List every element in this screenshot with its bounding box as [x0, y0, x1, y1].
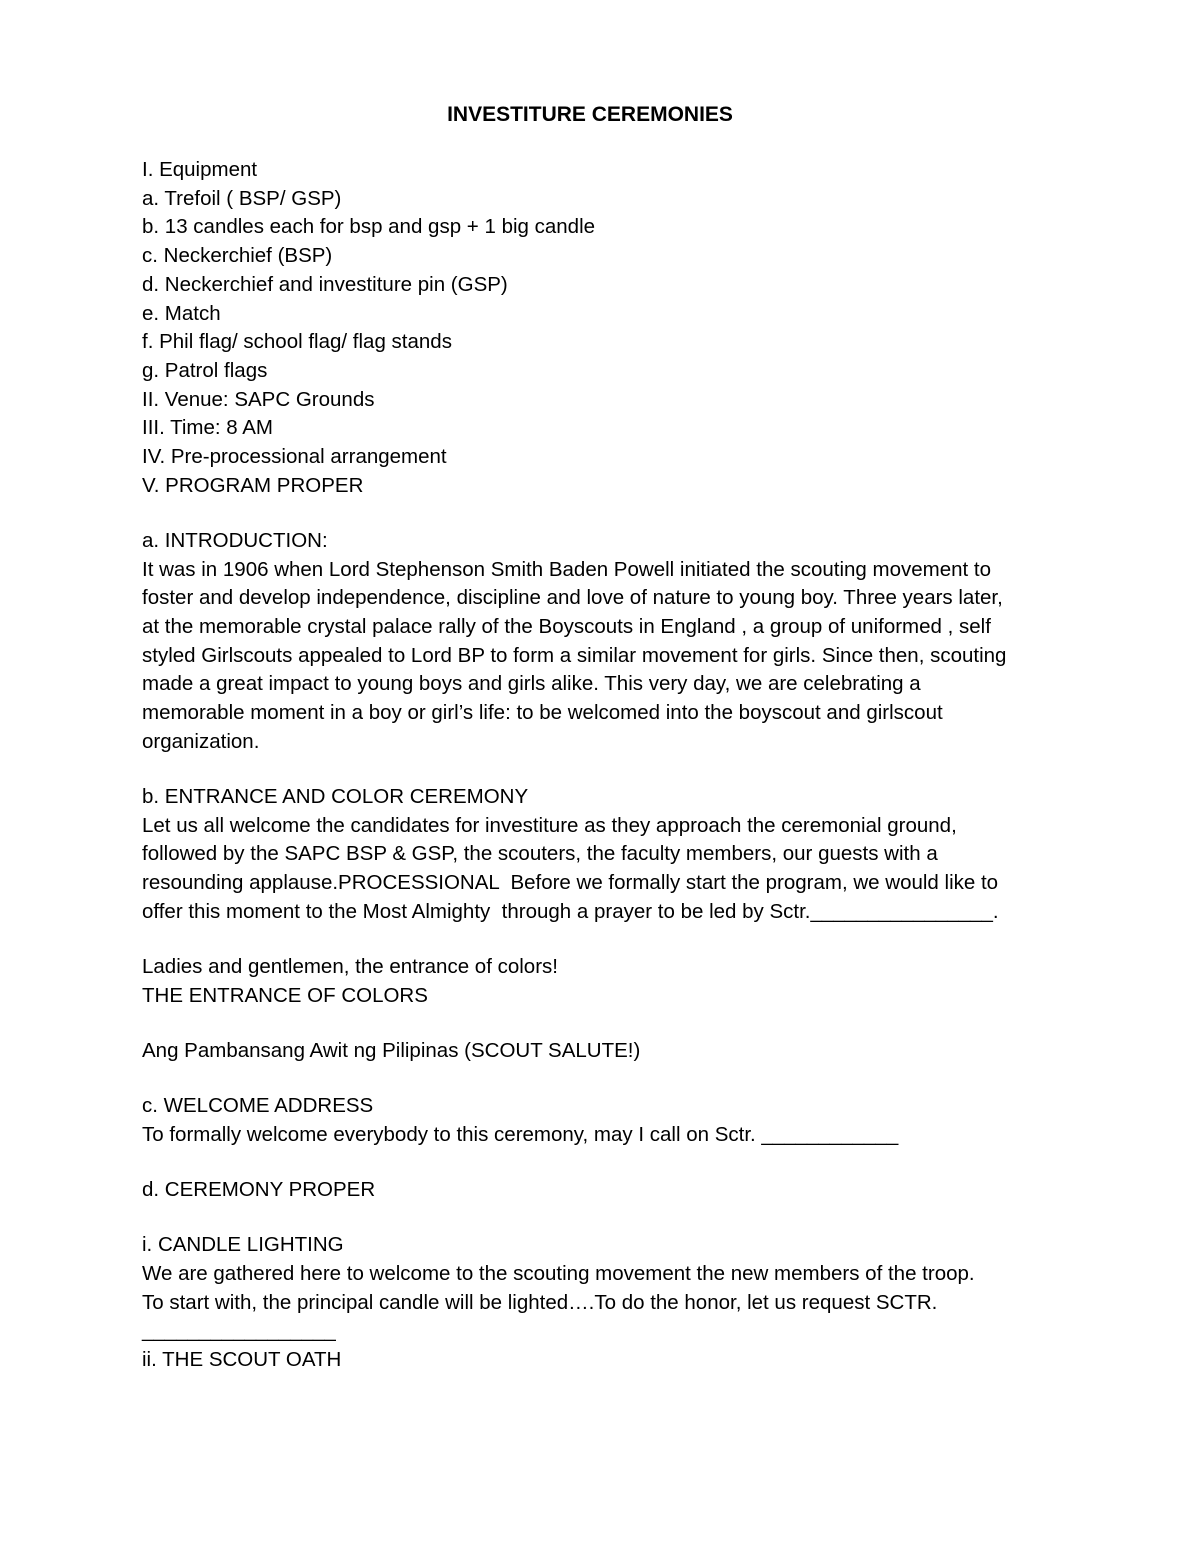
introduction-line: made a great impact to young boys and girls alike. This very day, we are celebrating a: [142, 672, 921, 696]
spacer: [142, 500, 1072, 527]
introduction-line: foster and develop independence, discipline and love of nature to young boy. Three years later,: [142, 586, 1003, 610]
entrance-line: offer this moment to the Most Almighty through a prayer to be led by Sctr.________________.: [142, 899, 999, 923]
ceremony-proper-heading: d. CEREMONY PROPER: [142, 1178, 376, 1202]
colors-announcement: Ladies and gentlemen, the entrance of colors!: [142, 955, 558, 979]
preprocessional-line: IV. Pre-processional arrangement: [142, 445, 447, 469]
introduction-line: memorable moment in a boy or girl’s life: to be welcomed into the boyscout and girlscout: [142, 701, 943, 725]
spacer: [142, 927, 1072, 954]
welcome-heading: c. WELCOME ADDRESS: [142, 1094, 374, 1118]
spacer: [142, 1205, 1072, 1232]
candle-lighting-line: _________________: [142, 1319, 336, 1343]
entrance-line: followed by the SAPC BSP & GSP, the scouters, the faculty members, our guests with a: [142, 842, 938, 866]
spacer: [142, 757, 1072, 784]
equipment-item: g. Patrol flags: [142, 358, 268, 382]
venue-line: II. Venue: SAPC Grounds: [142, 387, 375, 411]
anthem-line: Ang Pambansang Awit ng Pilipinas (SCOUT SALUTE!): [142, 1038, 641, 1062]
introduction-line: styled Girlscouts appealed to Lord BP to form a similar movement for girls. Since then, scouting: [142, 643, 1007, 667]
equipment-heading: I. Equipment: [142, 158, 258, 181]
page-title: INVESTITURE CEREMONIES: [447, 103, 733, 126]
program-proper-heading: V. PROGRAM PROPER: [142, 473, 364, 497]
candle-lighting-line: We are gathered here to welcome to the scouting movement the new members of the troop.: [142, 1262, 975, 1285]
equipment-item: d. Neckerchief and investiture pin (GSP): [142, 272, 508, 296]
time-line: III. Time: 8 AM: [142, 416, 274, 440]
spacer: [142, 1066, 1072, 1093]
colors-heading: THE ENTRANCE OF COLORS: [142, 983, 428, 1007]
equipment-item: a. Trefoil ( BSP/ GSP): [142, 186, 342, 210]
welcome-text: To formally welcome everybody to this ceremony, may I call on Sctr. ____________: [142, 1122, 899, 1146]
entrance-line: Let us all welcome the candidates for investiture as they approach the ceremonial ground,: [142, 813, 957, 837]
equipment-item: f. Phil flag/ school flag/ flag stands: [142, 330, 452, 354]
document-body: [142, 100, 1072, 1375]
entrance-heading: b. ENTRANCE AND COLOR CEREMONY: [142, 785, 529, 809]
candle-lighting-line: To start with, the principal candle will be lighted….To do the honor, let us request SCTR.: [142, 1290, 938, 1314]
candle-lighting-heading: i. CANDLE LIGHTING: [142, 1233, 344, 1257]
introduction-line: It was in 1906 when Lord Stephenson Smith Baden Powell initiated the scouting movement to: [142, 557, 991, 581]
scout-oath-heading: ii. THE SCOUT OATH: [142, 1348, 342, 1372]
introduction-line: organization.: [142, 729, 260, 753]
introduction-line: at the memorable crystal palace rally of the Boyscouts in England , a group of uniformed , self: [142, 615, 991, 639]
introduction-heading: a. INTRODUCTION:: [142, 528, 328, 552]
equipment-item: e. Match: [142, 301, 221, 325]
equipment-item: b. 13 candles each for bsp and gsp + 1 big candle: [142, 215, 596, 239]
entrance-line: resounding applause.PROCESSIONAL Before we formally start the program, we would like to: [142, 871, 999, 895]
spacer: [142, 1150, 1072, 1177]
spacer: [142, 1010, 1072, 1037]
equipment-item: c. Neckerchief (BSP): [142, 244, 333, 268]
